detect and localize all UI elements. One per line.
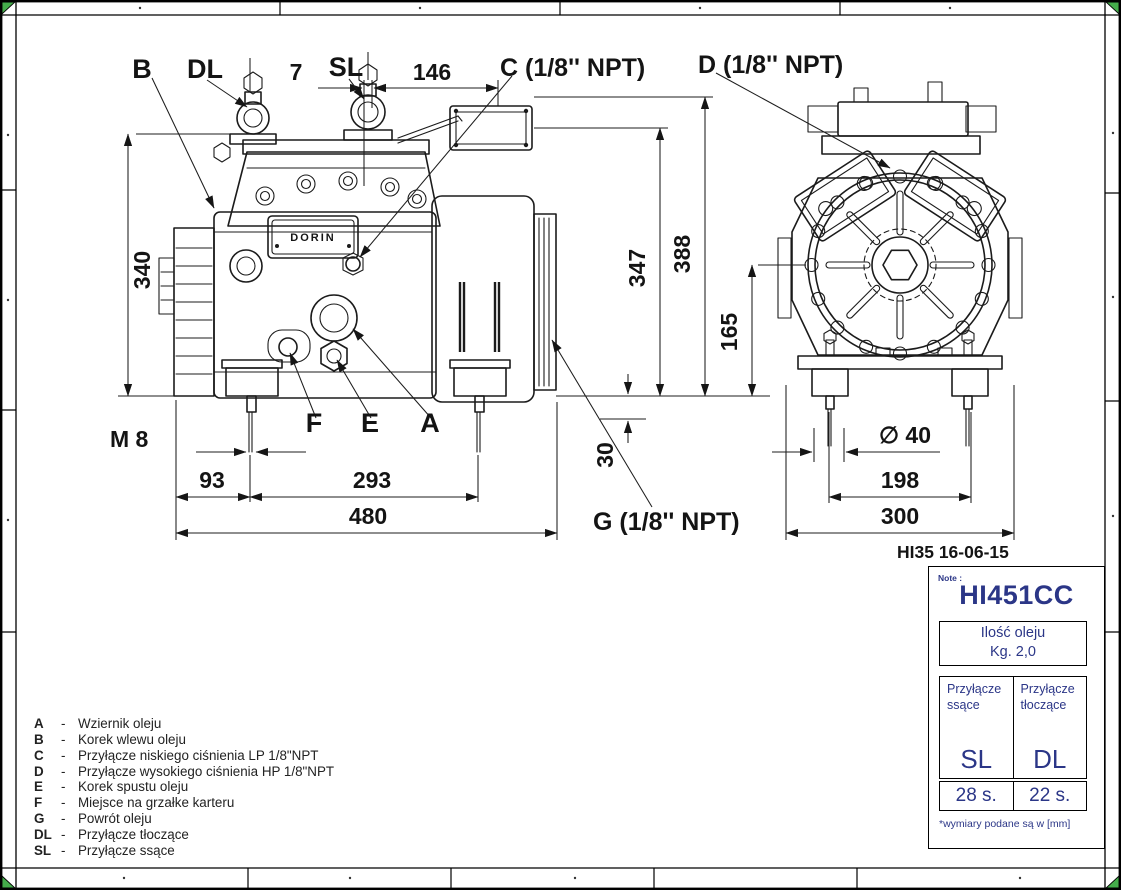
label-dl: DL xyxy=(187,54,223,84)
oil-quantity-value: Kg. 2,0 xyxy=(990,644,1036,660)
legend-desc: Wziernik oleju xyxy=(78,716,162,731)
legend-row-g xyxy=(34,811,464,827)
dim-198: 198 xyxy=(880,467,920,493)
label-a: A xyxy=(420,408,440,438)
discharge-label-line2: tłoczące xyxy=(1020,697,1067,712)
suction-connection-cell xyxy=(940,677,1014,778)
doc-code: HI35 16-06-15 xyxy=(897,542,1009,562)
dim-300: 300 xyxy=(880,503,920,529)
legend-key: DL xyxy=(34,826,52,842)
note-label: Note : xyxy=(938,573,963,583)
compressor-front-view xyxy=(159,64,556,452)
dim-165: 165 xyxy=(716,312,742,352)
legend-row-f xyxy=(34,795,464,811)
legend-dash: - xyxy=(61,779,66,795)
legend-key: E xyxy=(34,779,43,795)
dim-347: 347 xyxy=(624,248,650,288)
legend-dash: - xyxy=(61,763,66,779)
compressor-side-view xyxy=(778,82,1022,446)
label-d: D (1/8'' NPT) xyxy=(698,51,844,79)
label-sl: SL xyxy=(328,52,364,82)
legend-key: A xyxy=(34,716,44,731)
legend-row-c xyxy=(34,748,464,764)
label-e: E xyxy=(360,408,380,438)
legend-desc: Miejsce na grzałke karteru xyxy=(78,795,235,811)
oil-quantity-box xyxy=(939,621,1087,666)
legend-desc: Przyłącze tłoczące xyxy=(78,826,189,842)
title-block xyxy=(928,566,1105,849)
brand-plate-text: DORIN xyxy=(290,232,336,244)
discharge-label-line1: Przyłącze xyxy=(1020,682,1075,696)
legend-desc: Korek spustu oleju xyxy=(78,779,189,795)
label-c: C (1/8'' NPT) xyxy=(500,54,646,82)
legend-dash: - xyxy=(61,716,66,731)
suction-label-line2: ssące xyxy=(947,697,980,712)
dim-30: 30 xyxy=(592,442,618,468)
legend-dash: - xyxy=(61,795,66,811)
oil-quantity-label: Ilość oleju xyxy=(980,625,1046,641)
dim-dia40: ∅ 40 xyxy=(878,422,932,448)
legend-desc: Przyłącze ssące xyxy=(78,842,175,858)
suction-size: 28 s. xyxy=(940,782,1014,810)
dim-293: 293 xyxy=(352,467,392,493)
legend-row-d xyxy=(34,764,464,780)
connections-box xyxy=(939,676,1087,779)
dimension-lines xyxy=(118,52,1014,540)
legend-key: F xyxy=(34,795,43,811)
legend-dash: - xyxy=(61,811,66,827)
leader-lines xyxy=(152,73,890,507)
connection-sizes-box xyxy=(939,781,1087,811)
legend-desc: Przyłącze niskiego ciśnienia LP 1/8"NPT xyxy=(78,747,319,763)
legend-key: B xyxy=(34,731,44,747)
legend-row-sl xyxy=(34,843,464,859)
dim-388: 388 xyxy=(669,234,695,274)
legend-dash: - xyxy=(61,731,66,747)
legend-key: C xyxy=(34,747,44,763)
dim-m8: M 8 xyxy=(110,426,149,452)
discharge-size: 22 s. xyxy=(1029,785,1071,806)
legend xyxy=(34,716,464,859)
legend-desc: Przyłącze wysokiego ciśnienia HP 1/8"NPT xyxy=(78,763,335,779)
legend-row-dl xyxy=(34,827,464,843)
dim-146: 146 xyxy=(412,59,452,85)
label-f: F xyxy=(305,408,323,438)
dim-480: 480 xyxy=(348,503,388,529)
discharge-connection-cell xyxy=(1014,677,1087,778)
dim-340: 340 xyxy=(129,250,155,290)
legend-key: D xyxy=(34,763,44,779)
legend-row-e xyxy=(34,779,464,795)
discharge-code: DL xyxy=(1033,743,1067,774)
legend-key: SL xyxy=(34,842,52,858)
label-g: G (1/8'' NPT) xyxy=(593,508,740,536)
model-number: HI451CC xyxy=(959,580,1074,610)
legend-dash: - xyxy=(61,842,66,858)
legend-desc: Korek wlewu oleju xyxy=(78,731,186,747)
legend-dash: - xyxy=(61,826,66,842)
dim-93: 93 xyxy=(199,467,225,493)
legend-key: G xyxy=(34,811,45,827)
legend-row-b xyxy=(34,732,464,748)
suction-label-line1: Przyłącze xyxy=(947,682,1002,696)
legend-desc: Powrót oleju xyxy=(78,811,152,827)
legend-dash: - xyxy=(61,747,66,763)
legend-row-a xyxy=(34,716,464,732)
label-b: B xyxy=(132,54,152,84)
units-footnote: *wymiary podane są w [mm] xyxy=(939,818,1071,830)
suction-code: SL xyxy=(960,743,993,774)
dim-7: 7 xyxy=(289,59,303,85)
